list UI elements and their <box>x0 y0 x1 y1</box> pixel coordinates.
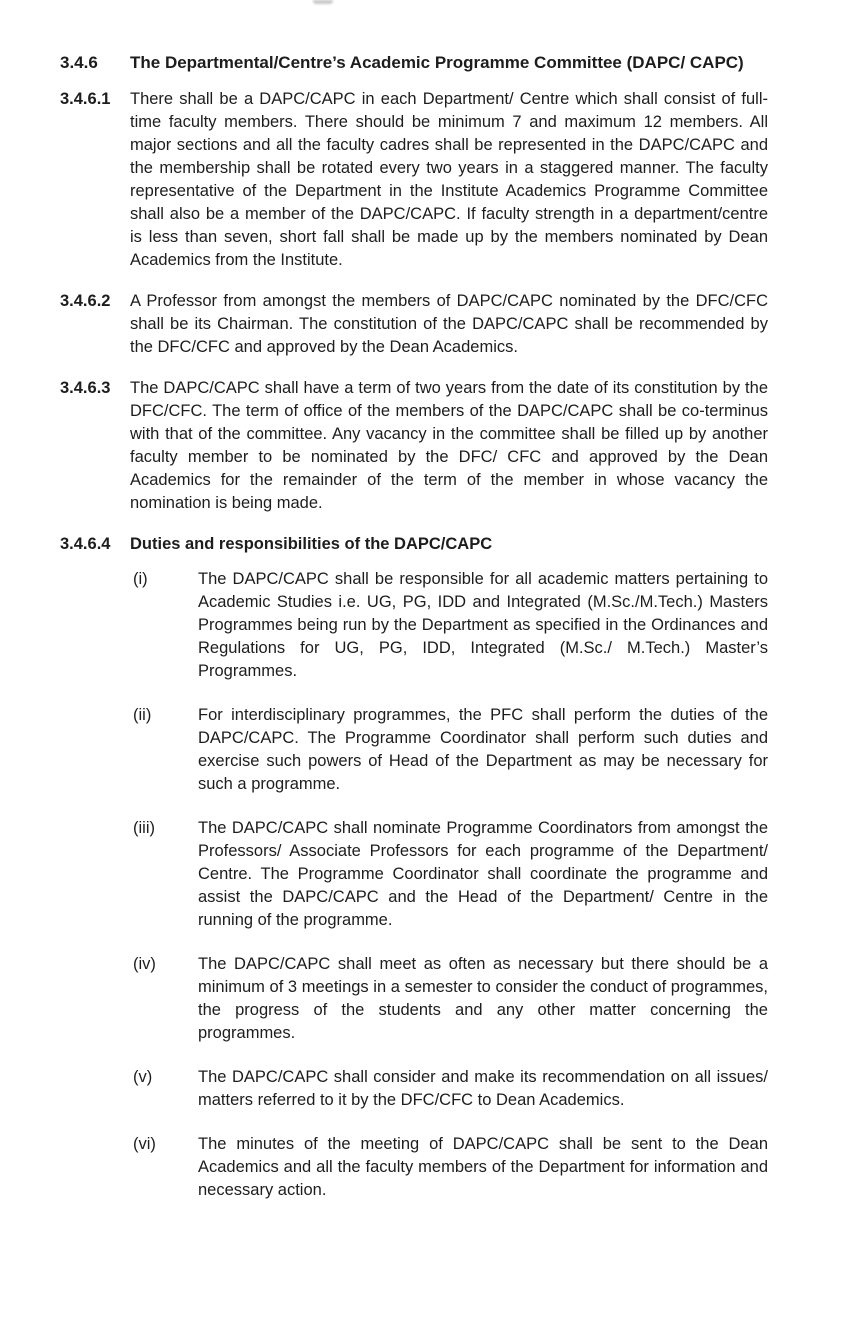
section-heading <box>60 50 768 75</box>
clause-3-4-6-4-heading <box>60 533 768 556</box>
duty-label: (iii) <box>133 819 155 837</box>
duty-label: (v) <box>133 1068 153 1086</box>
scan-edge-artifact <box>313 0 333 4</box>
duty-label: (iv) <box>133 955 156 973</box>
section-title: The Departmental/Centre’s Academic Programme Committee (DAPC/ CAPC) <box>130 53 744 72</box>
duty-label: (ii) <box>133 706 152 724</box>
clause-text: The DAPC/CAPC shall have a term of two years from the date of its constitution by the DFC/CFC. The term of office of the members of the DAPC/CAPC shall be co-terminus with that of the committee. Any vacancy in the committee shall be filled up by another faculty member to be nominated by the DFC/ CFC and approved by the Dean Academics for the remainder of the term of the member in whose vacancy the nomination is being made. <box>130 379 768 512</box>
duty-label: (vi) <box>133 1135 156 1153</box>
clause-3-4-6-3 <box>60 377 768 515</box>
duty-item-iii <box>133 817 768 932</box>
clause-3-4-6-1 <box>60 88 768 272</box>
clause-number: 3.4.6.2 <box>60 292 111 310</box>
duty-text: The DAPC/CAPC shall nominate Programme Coordinators from amongst the Professors/ Associate Professors for each programme of the Department/ Centre. The Programme Coordinator shall coordinate the programme and assist the DAPC/CAPC and the Head of the Department/ Centre in the running of the programme. <box>198 819 768 929</box>
clause-number: 3.4.6.3 <box>60 379 111 397</box>
duty-text: The DAPC/CAPC shall meet as often as necessary but there should be a minimum of 3 meetings in a semester to consider the conduct of programmes, the progress of the students and any other matter concerning the programmes. <box>198 955 768 1042</box>
duty-text: The minutes of the meeting of DAPC/CAPC shall be sent to the Dean Academics and all the faculty members of the Department for information and necessary action. <box>198 1135 768 1199</box>
duty-item-vi <box>133 1133 768 1202</box>
section-number: 3.4.6 <box>60 53 98 72</box>
clause-text: There shall be a DAPC/CAPC in each Department/ Centre which shall consist of full-time faculty members. There should be minimum 7 and maximum 12 members. All major sections and all the faculty cadres shall be represented in the DAPC/CAPC and the membership shall be rotated every two years in a staggered manner. The faculty representative of the Department in the Institute Academics Programme Committee shall also be a member of the DAPC/CAPC. If faculty strength in a department/centre is less than seven, short fall shall be made up by the members nominated by Dean Academics from the Institute. <box>130 90 768 269</box>
duty-text: The DAPC/CAPC shall be responsible for all academic matters pertaining to Academic Studies i.e. UG, PG, IDD and Integrated (M.Sc./M.Tech.) Masters Programmes being run by the Department as specified in the Ordinances and Regulations for UG, PG, IDD, Integrated (M.Sc./ M.Tech.) Master’s Programmes. <box>198 570 768 680</box>
clause-number: 3.4.6.1 <box>60 90 111 108</box>
duty-item-i <box>133 568 768 683</box>
duty-item-v <box>133 1066 768 1112</box>
clause-number: 3.4.6.4 <box>60 535 111 553</box>
duty-item-ii <box>133 704 768 796</box>
duty-text: For interdisciplinary programmes, the PFC shall perform the duties of the DAPC/CAPC. The Programme Coordinator shall perform such duties and exercise such powers of Head of the Department as may be necessary for such a programme. <box>198 706 768 793</box>
clause-3-4-6-2 <box>60 290 768 359</box>
duty-text: The DAPC/CAPC shall consider and make its recommendation on all issues/ matters referred to it by the DFC/CFC to Dean Academics. <box>198 1068 768 1109</box>
clause-text: A Professor from amongst the members of DAPC/CAPC nominated by the DFC/CFC shall be its Chairman. The constitution of the DAPC/CAPC shall be recommended by the DFC/CFC and approved by the Dean Academics. <box>130 292 768 356</box>
duty-label: (i) <box>133 570 148 588</box>
subsection-title: Duties and responsibilities of the DAPC/CAPC <box>130 535 493 553</box>
duty-item-iv <box>133 953 768 1045</box>
